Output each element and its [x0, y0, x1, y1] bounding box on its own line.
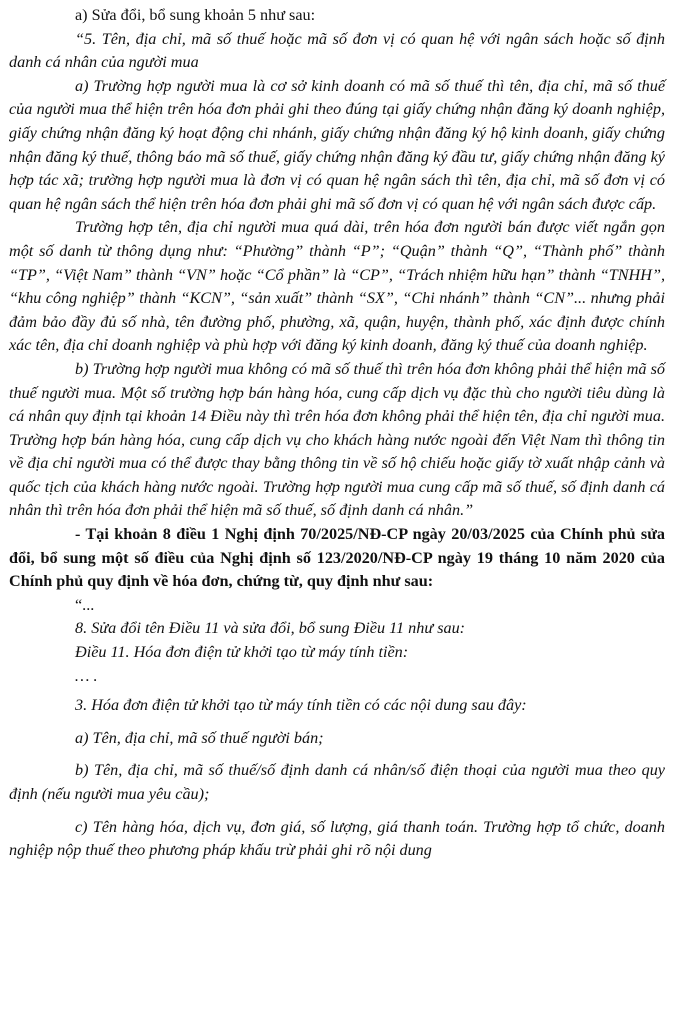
- paragraph-clause-5b: b) Trường hợp người mua không có mã số thuế thì trên hóa đơn không phải thể hiện mã số thuế người mua. Một số trường hợp bán hàng hóa, cung cấp dịch vụ đặc thù cho người tiêu dùng là cá nhân quy định tại khoản 14 Điều này thì trên hóa đơn không phải thể hiện tên, địa chỉ người mua. Trường hợp bán hàng hóa, cung cấp dịch vụ cho khách hàng nước ngoài đến Việt Nam thì thông tin về địa chỉ người mua có thể được thay bằng thông tin về số hộ chiếu hoặc giấy tờ xuất nhập cảnh và quốc tịch của khách hàng nước ngoài. Trường hợp người mua cung cấp mã số thuế, số định danh cá nhân thì trên hóa đơn phải thể hiện mã số thuế, số định danh cá nhân.”: [9, 359, 665, 520]
- paragraph-ellipsis-open: “...: [75, 595, 95, 614]
- paragraph-amend-clause-5: a) Sửa đổi, bổ sung khoản 5 như sau:: [75, 6, 316, 24]
- paragraph-ellipsis: … .: [75, 666, 98, 685]
- paragraph-decree-70-reference: - Tại khoản 8 điều 1 Nghị định 70/2025/NĐ-CP ngày 20/03/2025 của Chính phủ sửa đổi, bổ sung một số điều của Nghị định số 123/2020/NĐ-CP ngày 19 tháng 10 năm 2020 của Chính phủ quy định về hóa đơn, chứng từ, quy định như sau:: [9, 525, 665, 591]
- paragraph-amend-article-11: 8. Sửa đổi tên Điều 11 và sửa đổi, bổ sung Điều 11 như sau:: [75, 619, 466, 638]
- paragraph-article-11-title: Điều 11. Hóa đơn điện tử khởi tạo từ máy tính tiền:: [75, 643, 409, 662]
- paragraph-clause-5a: a) Trường hợp người mua là cơ sở kinh doanh có mã số thuế thì tên, địa chỉ, mã số thuế của người mua thể hiện trên hóa đơn phải ghi theo đúng tại giấy chứng nhận đăng ký doanh nghiệp, giấy chứng nhận đăng ký hoạt động chi nhánh, giấy chứng nhận đăng ký hộ kinh doanh, giấy chứng nhận đăng ký thuế, thông báo mã số thuế, giấy chứng nhận đăng ký đầu tư, giấy chứng nhận đăng ký hợp tác xã; trường hợp người mua là đơn vị có quan hệ ngân sách thì tên, địa chỉ, mã số đơn vị có quan hệ ngân sách thể hiện trên hóa đơn phải ghi mã số đơn vị có quan hệ với ngân sách được cấp.: [9, 76, 665, 213]
- paragraph-abbreviation-rule: Trường hợp tên, địa chỉ người mua quá dài, trên hóa đơn người bán được viết ngắn gọn một số danh từ thông dụng như: “Phường” thành “P”; “Quận” thành “Q”, “Thành phố” thành “TP”, “Việt Nam” thành “VN” hoặc “Cổ phần” là “CP”, “Trách nhiệm hữu hạn” thành “TNHH”, “khu công nghiệp” thành “KCN”, “sản xuất” thành “SX”, “Chi nhánh” thành “CN”... nhưng phải đảm bảo đầy đủ số nhà, tên đường phố, phường, xã, quận, huyện, thành phố, xác định được chính xác tên, địa chỉ doanh nghiệp và phù hợp với đăng ký kinh doanh, đăng ký thuế của doanh nghiệp.: [9, 218, 665, 355]
- paragraph-item-3b: b) Tên, địa chỉ, mã số thuế/số định danh cá nhân/số điện thoại của người mua theo quy định (nếu người mua yêu cầu);: [9, 761, 665, 803]
- paragraph-clause-5-heading: “5. Tên, địa chỉ, mã số thuế hoặc mã số đơn vị có quan hệ với ngân sách hoặc số định danh cá nhân của người mua: [9, 29, 665, 72]
- paragraph-item-3c: c) Tên hàng hóa, dịch vụ, đơn giá, số lượng, giá thanh toán. Trường hợp tổ chức, doanh nghiệp nộp thuế theo phương pháp khấu trừ phải ghi rõ nội dung: [9, 817, 665, 860]
- paragraph-item-3a: a) Tên, địa chỉ, mã số thuế người bán;: [75, 728, 324, 747]
- paragraph-item-3: 3. Hóa đơn điện tử khởi tạo từ máy tính tiền có các nội dung sau đây:: [75, 696, 527, 715]
